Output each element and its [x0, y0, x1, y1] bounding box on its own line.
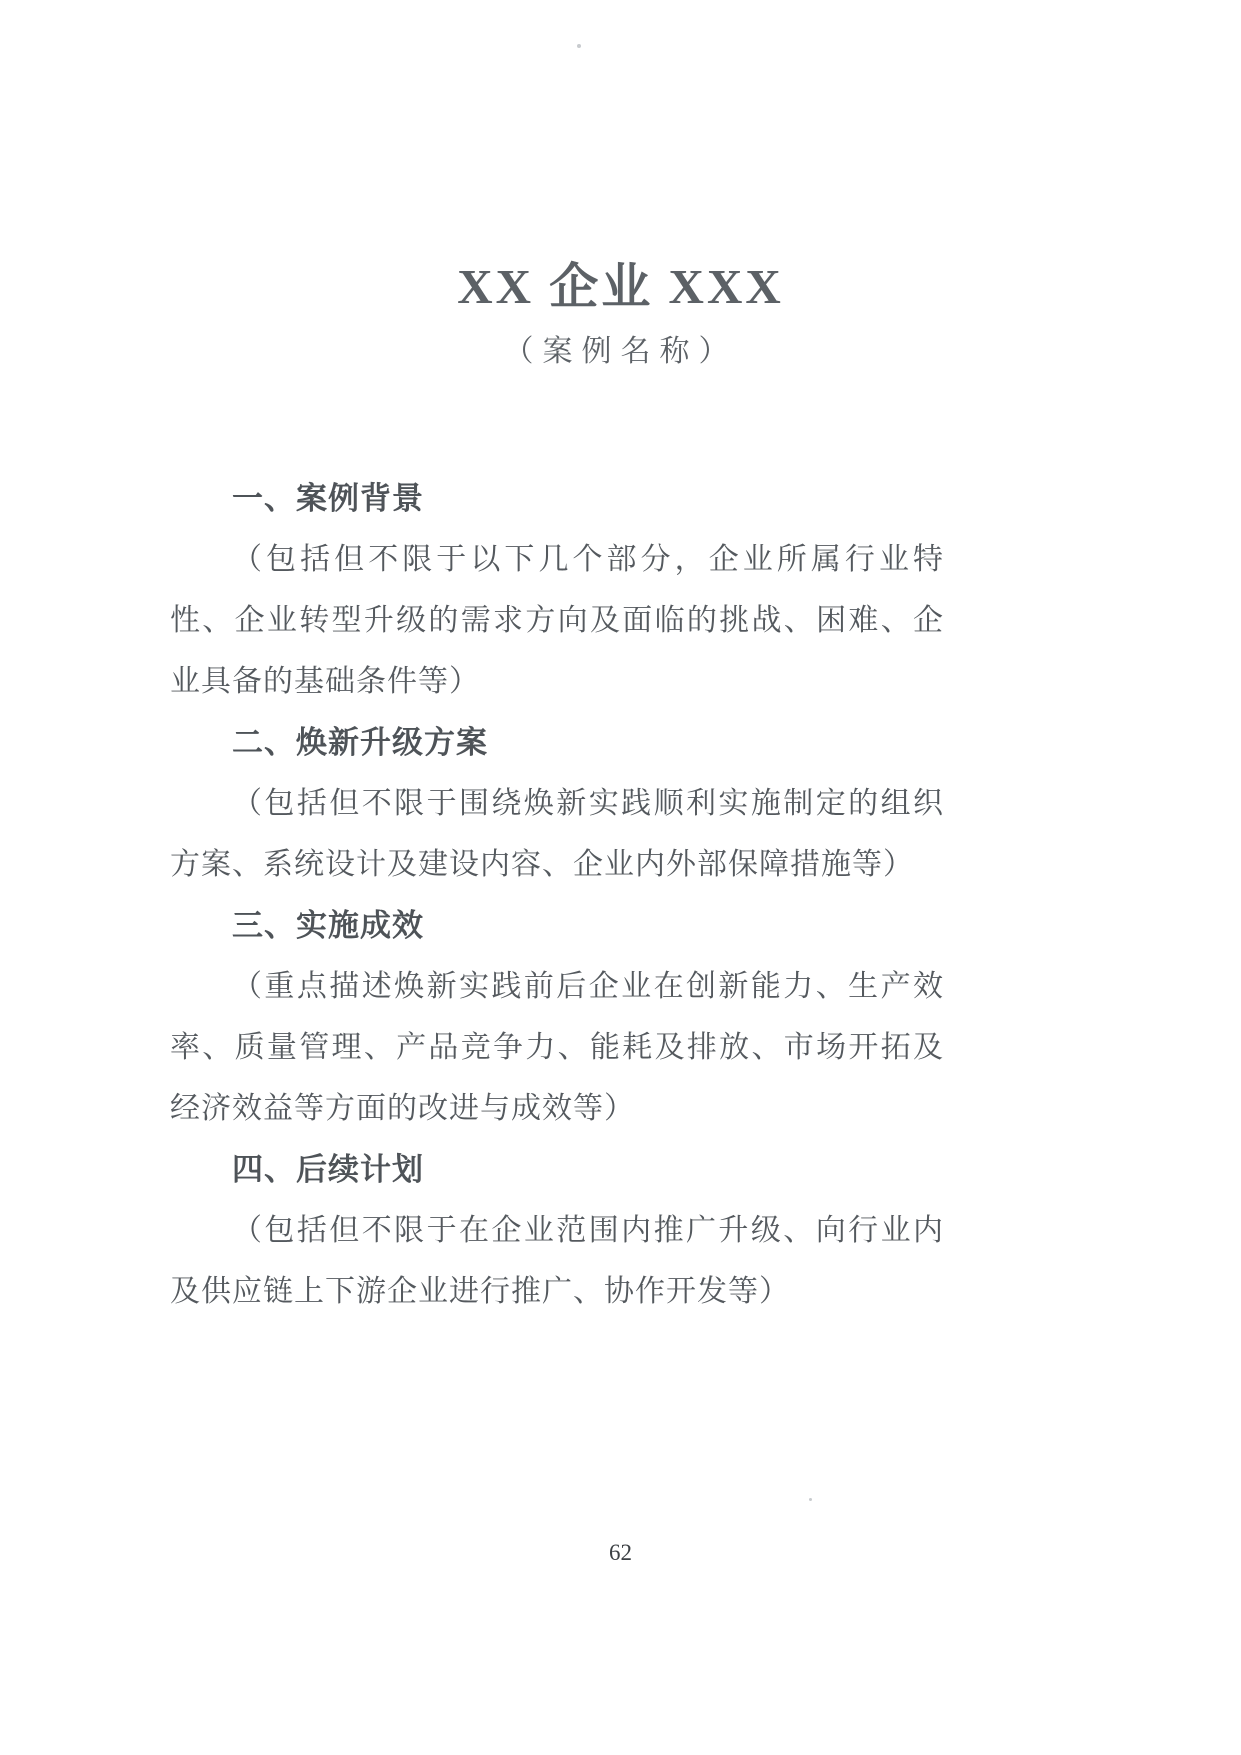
section-paragraph: （包括但不限于以下几个部分，企业所属行业特性、企业转型升级的需求方向及面临的挑战、困难、企业具备的基础条件等） [170, 543, 944, 698]
section-follow-up-plan [170, 1139, 944, 1322]
section-upgrade-plan [170, 712, 944, 895]
section-paragraph: （重点描述焕新实践前后企业在创新能力、生产效率、质量管理、产品竞争力、能耗及排放、市场开拓及经济效益等方面的改进与成效等） [170, 970, 944, 1125]
section-paragraph: （包括但不限于围绕焕新实践顺利实施制定的组织方案、系统设计及建设内容、企业内外部保障措施等） [170, 787, 944, 881]
section-heading: 一、案例背景 [232, 481, 424, 516]
page-number: 62 [609, 1540, 632, 1565]
scan-speck [809, 1498, 812, 1501]
section-heading: 二、焕新升级方案 [232, 725, 488, 760]
document-subtitle: （案例名称） [503, 335, 738, 368]
scan-speck [577, 44, 581, 48]
section-heading: 三、实施成效 [232, 908, 424, 943]
section-implementation-results [170, 895, 944, 1139]
section-paragraph: （包括但不限于在企业范围内推广升级、向行业内及供应链上下游企业进行推广、协作开发等） [170, 1214, 944, 1308]
document-body [170, 468, 944, 1322]
document-title: XX 企业 XXX [457, 259, 784, 314]
section-heading: 四、后续计划 [232, 1152, 424, 1187]
section-case-background [170, 468, 944, 712]
